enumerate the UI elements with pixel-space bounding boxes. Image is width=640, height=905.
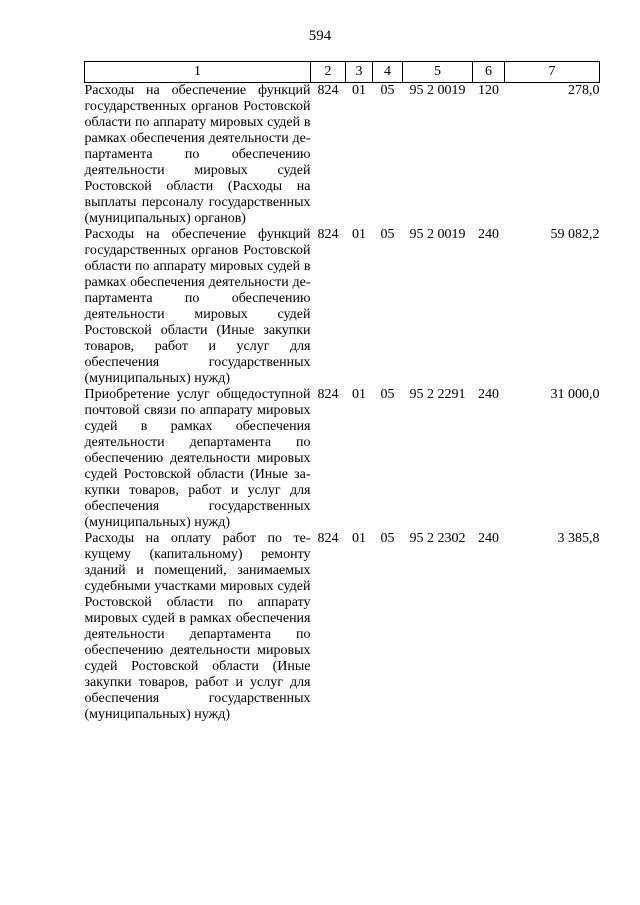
- row-expense-type: 120: [478, 83, 499, 98]
- row-subsection-code: 05: [380, 227, 395, 242]
- row-expense-type: 240: [478, 227, 499, 242]
- column-header-6: 6: [473, 62, 505, 83]
- table-row: [85, 83, 600, 228]
- row-ministry-code: 824: [317, 387, 339, 402]
- row-section-code: 01: [352, 387, 366, 402]
- column-header-3: 3: [346, 62, 373, 83]
- table-row: [85, 387, 600, 531]
- column-header-2: 2: [311, 62, 346, 83]
- column-header-7: 7: [505, 62, 600, 83]
- row-target-article: 95 2 0019: [409, 83, 466, 98]
- row-target-article: 95 2 2302: [409, 531, 466, 546]
- row-amount: 3 385,8: [557, 531, 600, 546]
- row-subsection-code: 05: [380, 387, 395, 402]
- table-header-row: [85, 62, 600, 83]
- page-number: 594: [308, 28, 332, 44]
- row-section-code: 01: [352, 227, 366, 242]
- row-ministry-code: 824: [317, 531, 339, 546]
- column-header-5: 5: [403, 62, 473, 83]
- table-row: [85, 531, 600, 723]
- row-subsection-code: 05: [380, 531, 395, 546]
- row-ministry-code: 824: [317, 227, 339, 242]
- row-description: Расходы на обеспечение функций государственных органов Ростовской области по аппарату мировых судей в рамках обеспечения деятельности департамента по обеспечению деятельности мировых судей Ростовской области (Расходы на выплаты персоналу государственных (муниципальных) органов): [84, 83, 311, 226]
- column-header-1: 1: [85, 62, 311, 83]
- row-expense-type: 240: [478, 531, 499, 546]
- row-ministry-code: 824: [317, 83, 339, 98]
- row-amount: 31 000,0: [550, 387, 600, 402]
- row-amount: 278,0: [568, 83, 600, 98]
- row-target-article: 95 2 2291: [409, 387, 466, 402]
- row-subsection-code: 05: [380, 83, 395, 98]
- column-header-4: 4: [373, 62, 403, 83]
- table-row: [85, 227, 600, 387]
- row-section-code: 01: [352, 83, 366, 98]
- budget-table: [84, 61, 600, 723]
- row-description: Расходы на оплату работ по текущему (капитальному) ремонту зданий и помещений, занимаемых судебными участками мировых судей Ростовской области по аппарату мировых судей в рамках обеспечения деятельности департамента по обеспечению деятельности мировых судей Ростовской области (Иные закупки товаров, работ и услуг для обеспечения государственных (муниципальных) нужд): [84, 531, 311, 722]
- row-description: Приобретение услуг общедоступной почтовой связи по аппарату мировых судей в рамках обеспечения деятельности департамента по обеспечению деятельности мировых судей Ростовской области (Иные закупки товаров, работ и услуг для обеспечения государственных (муниципальных) нужд): [84, 387, 311, 530]
- row-description: Расходы на обеспечение функций государственных органов Ростовской области по аппарату мировых судей в рамках обеспечения деятельности департамента по обеспечению деятельности мировых судей Ростовской области (Иные закупки товаров, работ и услуг для обеспечения государственных (муниципальных) нужд): [84, 227, 311, 386]
- row-expense-type: 240: [478, 387, 499, 402]
- row-amount: 59 082,2: [550, 227, 600, 242]
- row-section-code: 01: [352, 531, 366, 546]
- row-target-article: 95 2 0019: [409, 227, 466, 242]
